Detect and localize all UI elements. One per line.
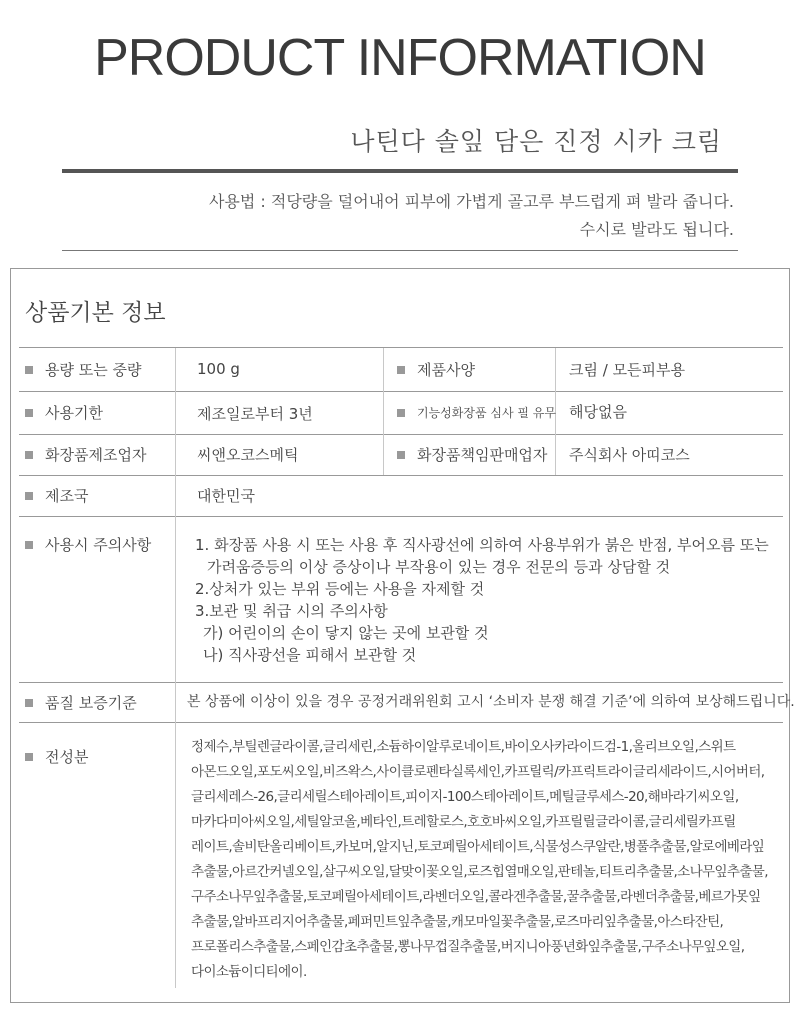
row-divider bbox=[19, 722, 783, 723]
label-text: 사용시 주의사항 bbox=[45, 536, 152, 554]
ingredients-line: 추출물,알바프리지어추출물,페퍼민트잎추출물,캐모마일꽃추출물,로즈마리잎추출물,아스타잔틴, bbox=[191, 914, 724, 930]
square-bullet-icon bbox=[397, 451, 405, 459]
square-bullet-icon bbox=[397, 366, 405, 374]
page-title: PRODUCT INFORMATION bbox=[94, 29, 706, 87]
label-text: 전성분 bbox=[45, 748, 89, 766]
row-divider bbox=[19, 347, 783, 348]
ingredients-line: 글리세레스-26,글리세릴스테아레이트,피이지-100스테아레이트,메틸글루세스-20,해바라기씨오일, bbox=[191, 789, 739, 805]
square-bullet-icon bbox=[25, 541, 33, 549]
expiry-value: 제조일로부터 3년 bbox=[197, 405, 313, 423]
manufacturer-value: 씨앤오코스메틱 bbox=[197, 446, 299, 464]
caution-line: 가) 어린이의 손이 닿지 않는 곳에 보관할 것 bbox=[203, 624, 489, 642]
square-bullet-icon bbox=[25, 492, 33, 500]
ingredients-line: 추출물,아르간커넬오일,살구씨오일,달맞이꽃오일,로즈힙열매오일,판테놀,티트리추출물,소나무잎추출물, bbox=[191, 864, 768, 880]
square-bullet-icon bbox=[397, 409, 405, 417]
title-divider bbox=[62, 169, 738, 173]
country-value: 대한민국 bbox=[197, 487, 255, 505]
volume-label bbox=[25, 359, 141, 380]
label-text: 제조국 bbox=[45, 487, 89, 505]
usage-instructions bbox=[209, 188, 734, 244]
caution-text bbox=[195, 534, 769, 666]
label-text: 화장품제조업자 bbox=[45, 446, 147, 464]
caution-line: 가려움증등의 이상 증상이나 부작용이 있는 경우 전문의 등과 상담할 것 bbox=[207, 558, 671, 576]
ingredients-line: 다이소듐이디티에이. bbox=[191, 964, 307, 980]
square-bullet-icon bbox=[25, 451, 33, 459]
square-bullet-icon bbox=[25, 753, 33, 761]
section-title: 상품기본 정보 bbox=[25, 300, 166, 326]
spec-label bbox=[397, 359, 475, 380]
seller-value: 주식회사 아띠코스 bbox=[569, 446, 690, 464]
label-text: 사용기한 bbox=[45, 404, 103, 422]
square-bullet-icon bbox=[25, 699, 33, 707]
caution-line: 2.상처가 있는 부위 등에는 사용을 자제할 것 bbox=[195, 580, 485, 598]
ingredients-line: 레이트,솔비탄올리베이트,카보머,알지닌,토코페릴아세테이트,식물성스쿠알란,병풀추출물,알로에베라잎 bbox=[191, 839, 765, 855]
ingredients-label bbox=[25, 746, 88, 767]
row-divider bbox=[19, 516, 783, 517]
usage-divider bbox=[62, 250, 738, 251]
label-text: 화장품책임판매업자 bbox=[417, 446, 548, 464]
caution-line: 3.보관 및 취급 시의 주의사항 bbox=[195, 602, 388, 620]
column-divider bbox=[175, 348, 176, 988]
row-divider bbox=[19, 475, 783, 476]
ingredients-list bbox=[191, 735, 787, 985]
row-divider bbox=[19, 682, 783, 683]
square-bullet-icon bbox=[25, 366, 33, 374]
seller-label bbox=[397, 444, 547, 465]
row-divider bbox=[19, 391, 783, 392]
label-text: 품질 보증기준 bbox=[45, 694, 137, 712]
label-text: 용량 또는 중량 bbox=[45, 361, 142, 379]
usage-line: 수시로 발라도 됩니다. bbox=[579, 220, 734, 239]
expiry-label bbox=[25, 402, 103, 423]
usage-line: 사용법 : 적당량을 덜어내어 피부에 가볍게 골고루 부드럽게 펴 발라 줍니다. bbox=[208, 192, 734, 211]
column-divider bbox=[383, 348, 384, 475]
volume-value: 100 g bbox=[197, 360, 240, 378]
functional-cosmetic-value: 해당없음 bbox=[569, 403, 627, 421]
ingredients-line: 구주소나무잎추출물,토코페릴아세테이트,라벤더오일,콜라겐추출물,꿀추출물,라벤더추출물,베르가못잎 bbox=[191, 889, 761, 905]
ingredients-line: 프로폴리스추출물,스페인감초추출물,뽕나무껍질추출물,버지니아풍년화잎추출물,구주소나무잎오일, bbox=[191, 939, 745, 955]
caution-line: 1. 화장품 사용 시 또는 사용 후 직사광선에 의하여 사용부위가 붉은 반점, 부어오름 또는 bbox=[195, 536, 769, 554]
row-divider bbox=[19, 434, 783, 435]
spec-value: 크림 / 모든피부용 bbox=[569, 361, 686, 379]
guarantee-label bbox=[25, 692, 137, 713]
caution-label bbox=[25, 534, 151, 555]
functional-cosmetic-label bbox=[397, 404, 556, 421]
label-text: 제품사양 bbox=[417, 361, 475, 379]
ingredients-line: 정제수,부틸렌글라이콜,글리세린,소듐하이알루로네이트,바이오사카라이드검-1,올리브오일,스위트 bbox=[191, 739, 736, 755]
square-bullet-icon bbox=[25, 409, 33, 417]
product-name: 나틴다 솔잎 담은 진정 시카 크림 bbox=[350, 127, 722, 156]
ingredients-line: 아몬드오일,포도씨오일,비즈왁스,사이클로펜타실록세인,카프릴릭/카프릭트라이글리세라이드,시어버터, bbox=[191, 764, 765, 780]
country-label bbox=[25, 485, 88, 506]
label-text: 기능성화장품 심사 필 유무 bbox=[417, 406, 556, 420]
manufacturer-label bbox=[25, 444, 146, 465]
guarantee-value: 본 상품에 이상이 있을 경우 공정거래위원회 고시 ‘소비자 분쟁 해결 기준’에 의하여 보상해드립니다. bbox=[187, 694, 795, 710]
caution-line: 나) 직사광선을 피해서 보관할 것 bbox=[203, 646, 417, 664]
product-info-table bbox=[10, 268, 795, 1003]
ingredients-line: 마카다미아씨오일,세틸알코올,베타인,트레할로스,호호바씨오일,카프릴릴글라이콜,글리세릴카프릴 bbox=[191, 814, 736, 830]
